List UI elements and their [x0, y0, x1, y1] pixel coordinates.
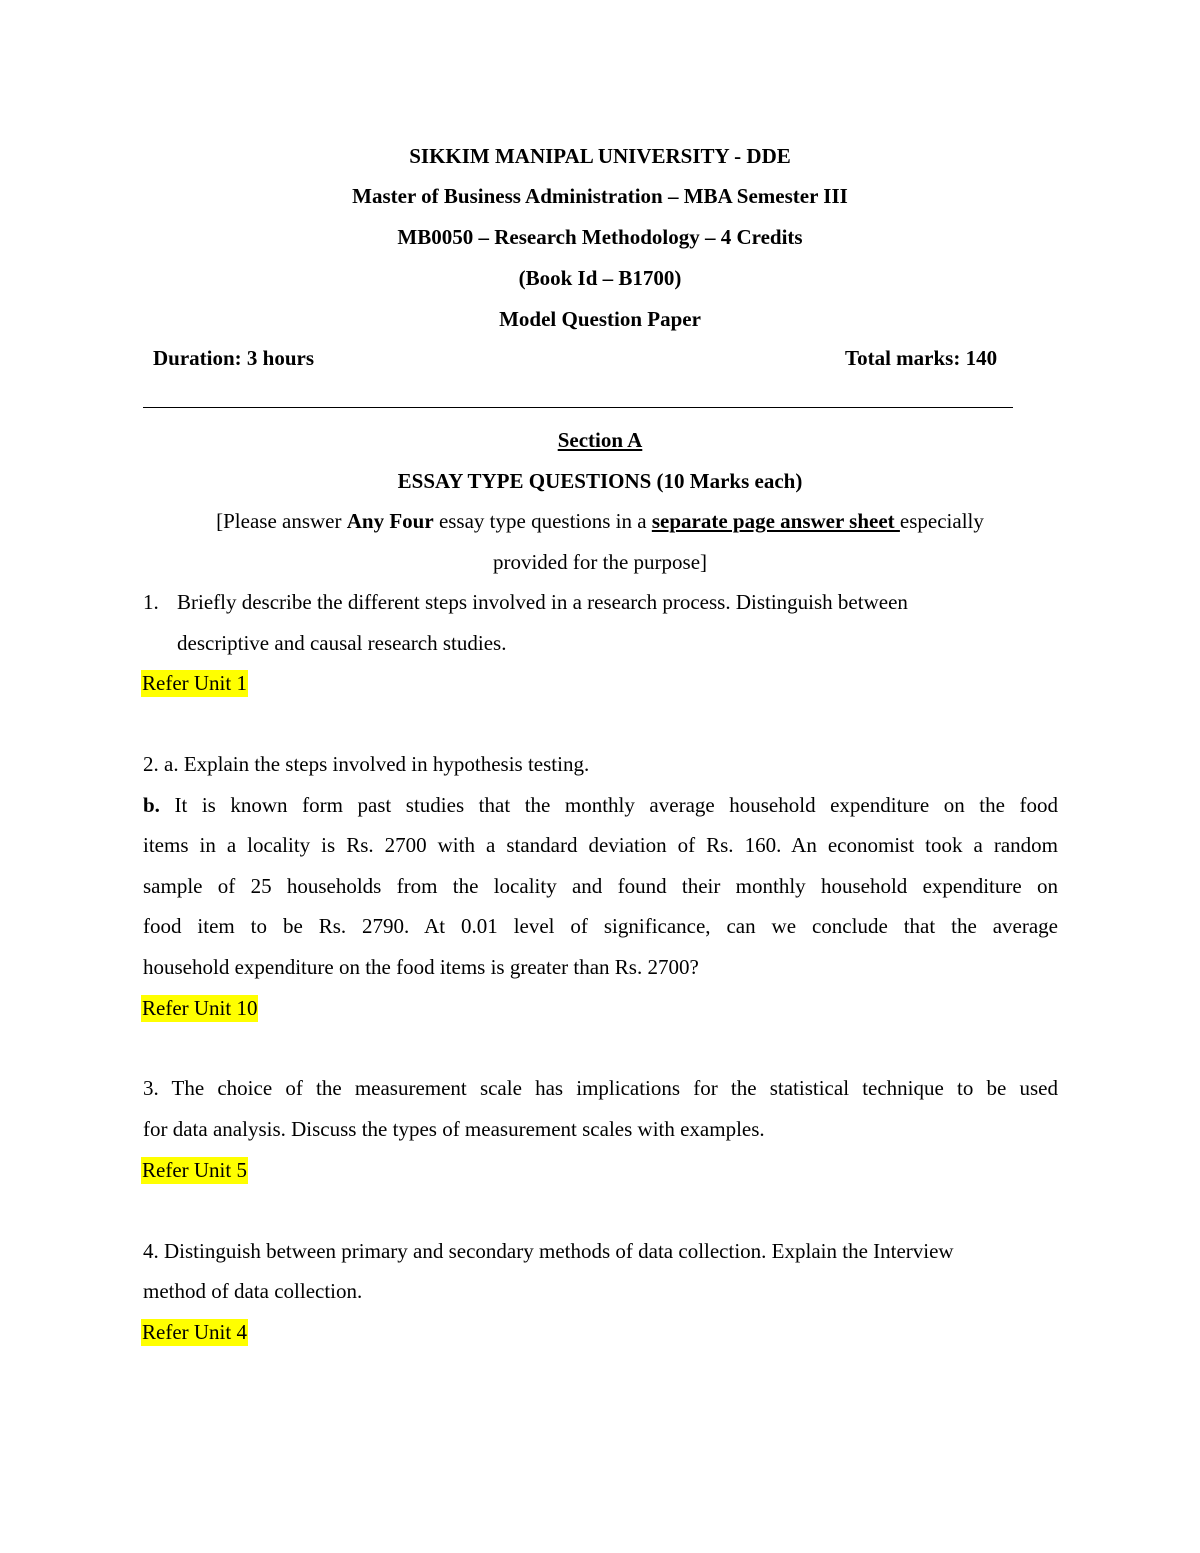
section-title: Section A [557, 428, 643, 452]
question-1-reference [141, 670, 248, 696]
program-title: Master of Business Administration – MBA Semester III [352, 184, 848, 208]
question-4-reference-highlight: Refer Unit 4 [142, 1320, 247, 1344]
question-2b-line-3: sample of 25 households from the locality and found their monthly household expenditure on [143, 874, 1058, 898]
question-1-line-1: Briefly describe the different steps involved in a research process. Distinguish between [177, 590, 908, 614]
question-3-line-2: for data analysis. Discuss the types of measurement scales with examples. [143, 1117, 765, 1141]
instruction-post: especially [899, 509, 984, 533]
instruction-bold: Any Four [346, 509, 434, 533]
question-1-reference-highlight: Refer Unit 1 [142, 671, 247, 695]
question-4-line-2: method of data collection. [143, 1279, 363, 1303]
section-instruction-line2: provided for the purpose] [492, 550, 708, 574]
instruction-underlined: separate page answer sheet [651, 509, 900, 533]
total-marks: Total marks: 140 [845, 346, 998, 370]
question-2-reference-highlight: Refer Unit 10 [142, 996, 258, 1020]
university-name: SIKKIM MANIPAL UNIVERSITY - DDE [409, 144, 791, 168]
question-2-reference [141, 995, 258, 1021]
question-2b-text-1: It is known form past studies that the monthly average household expenditure on the food [159, 793, 1058, 817]
header-divider [143, 407, 1013, 408]
question-2b-line-1 [143, 792, 1058, 818]
course-title: MB0050 – Research Methodology – 4 Credits [397, 225, 803, 249]
instruction-pre: [Please answer [216, 509, 347, 533]
question-2a: 2. a. Explain the steps involved in hypothesis testing. [143, 752, 590, 776]
question-2b-label: b. [143, 793, 160, 817]
question-4-line-1: 4. Distinguish between primary and secondary methods of data collection. Explain the Interview [143, 1239, 954, 1263]
question-3-reference-highlight: Refer Unit 5 [142, 1158, 247, 1182]
section-instruction [0, 508, 1200, 534]
question-2b-line-2: items in a locality is Rs. 2700 with a standard deviation of Rs. 160. An economist took a random [143, 833, 1058, 857]
duration: Duration: 3 hours [153, 346, 315, 370]
question-4-reference [141, 1319, 248, 1345]
paper-type: Model Question Paper [499, 307, 701, 331]
instruction-mid: essay type questions in a [433, 509, 652, 533]
question-2b-line-5: household expenditure on the food items is greater than Rs. 2700? [143, 955, 699, 979]
question-3-line-1: 3. The choice of the measurement scale has implications for the statistical technique to be used [143, 1076, 1058, 1100]
book-id: (Book Id – B1700) [518, 266, 682, 290]
section-subtitle: ESSAY TYPE QUESTIONS (10 Marks each) [397, 469, 803, 493]
question-3-reference [141, 1157, 248, 1183]
question-1-number: 1. [143, 590, 159, 614]
question-1-line-2: descriptive and causal research studies. [177, 631, 507, 655]
question-2b-line-4: food item to be Rs. 2790. At 0.01 level of significance, can we conclude that the average [143, 914, 1058, 938]
